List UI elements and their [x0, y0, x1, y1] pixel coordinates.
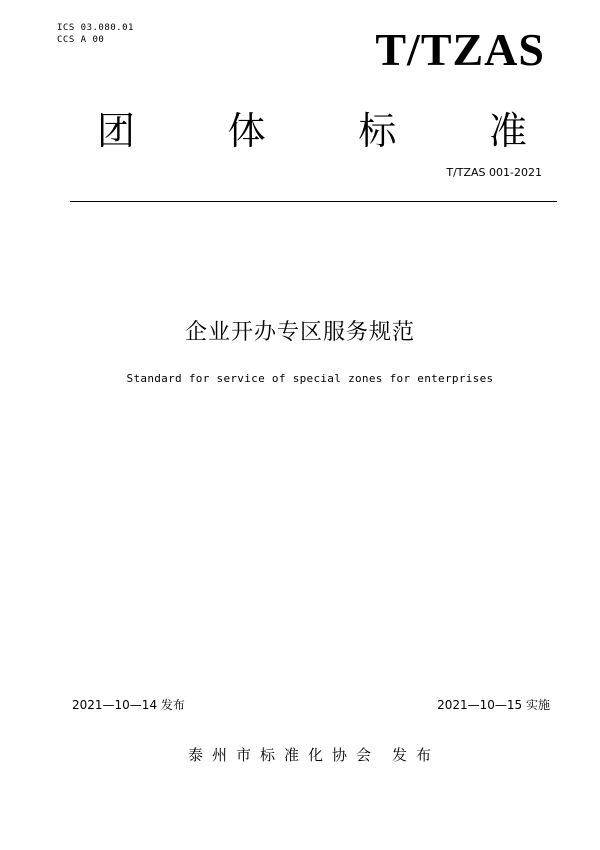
title-english: Standard for service of special zones for enterprises: [126, 372, 494, 385]
ics-code: ICS 03.080.01: [57, 23, 134, 33]
document-type-char: 标: [358, 109, 397, 153]
publisher-line: [0, 745, 600, 765]
issue-date: 2021—10—14 发布: [72, 698, 185, 712]
standard-code-logo: T/TZAS: [375, 24, 545, 75]
classification-codes: [57, 22, 134, 46]
implementation-date: 2021—10—15 实施: [437, 698, 550, 712]
ccs-code: CCS A 00: [57, 35, 105, 45]
document-type-title: [97, 108, 527, 154]
document-type-char: 团: [97, 109, 136, 153]
publisher-action: 发布: [392, 746, 441, 764]
document-type-char: 体: [227, 109, 266, 153]
title-chinese: 企业开办专区服务规范: [184, 320, 415, 345]
header-divider: [70, 201, 557, 202]
standard-number: T/TZAS 001-2021: [446, 166, 542, 179]
document-type-char: 准: [488, 109, 527, 153]
publisher-organization: 泰州市标准化协会: [187, 746, 380, 764]
